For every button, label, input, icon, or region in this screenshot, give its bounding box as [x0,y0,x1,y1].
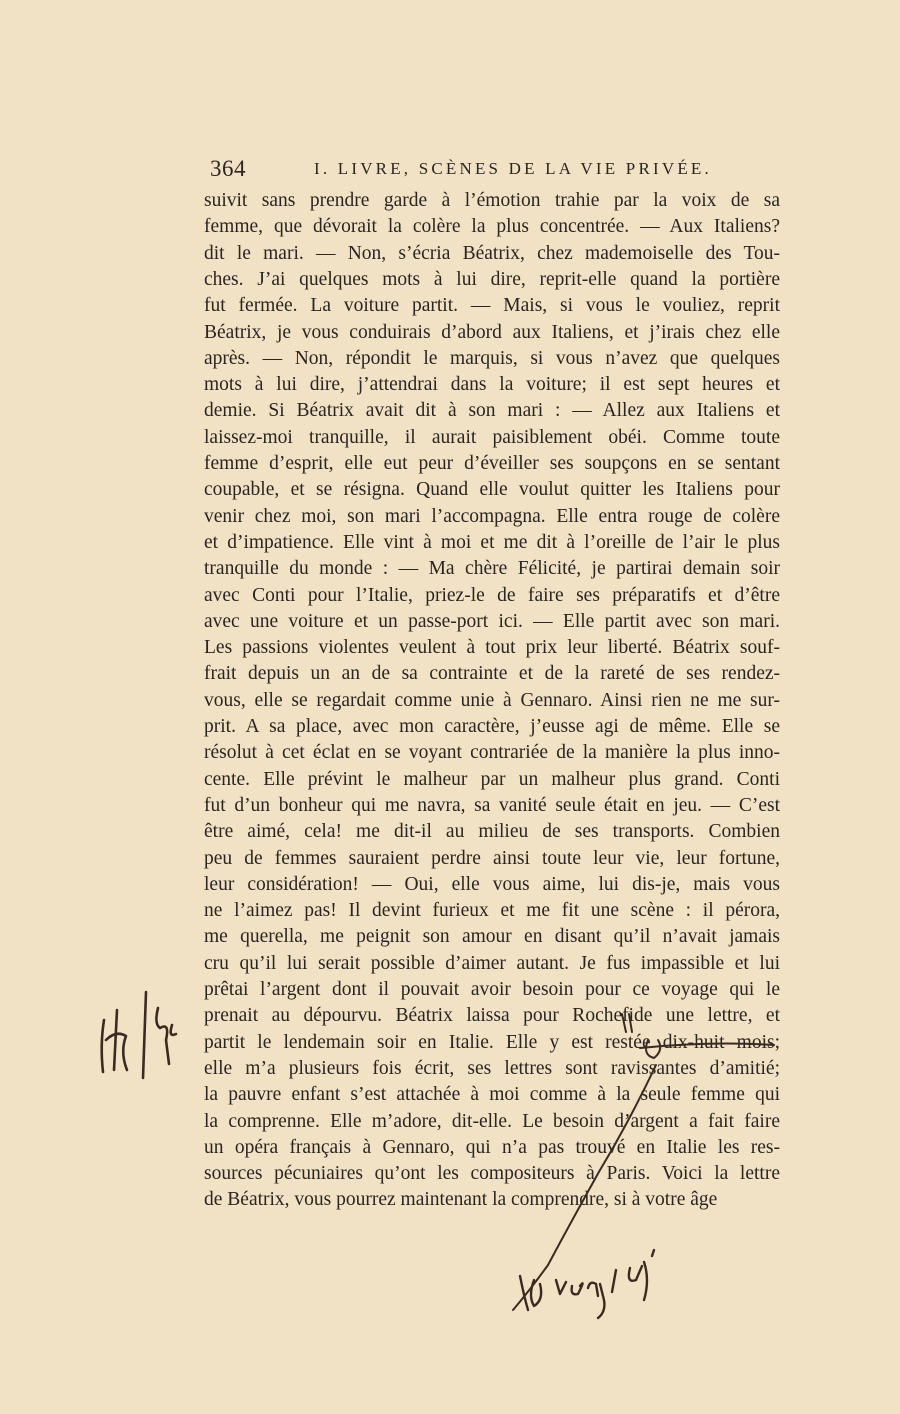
text-line: après. — Non, répondit le marquis, si vous n’avez que quelques [204,347,780,369]
text-line: demie. Si Béatrix avait dit à son mari : — Allez aux Italiens et [204,400,780,422]
text-line: la comprenne. Elle m’adore, dit-elle. Le besoin d’argent a fait faire [204,1110,780,1132]
text-line: et d’impatience. Elle vint à moi et me dit à l’oreille de l’air le plus [204,531,780,553]
margin-mark-icon [102,992,176,1078]
text-line: elle m’a plusieurs fois écrit, ses lettres sont ravissantes d’amitié; [204,1057,780,1079]
text-line: leur considération! — Oui, elle vous aime, lui dis-je, mais vous [204,873,780,895]
text-line: être aimé, cela! me dit-il au milieu de ses transports. Combien [204,821,780,843]
text-line: laissez-moi tranquille, il aurait paisiblement obéi. Comme toute [204,426,780,448]
text-line: femme d’esprit, elle eut peur d’éveiller ses soupçons en se sentant [204,453,780,474]
text-line: femme, que dévorait la colère la plus concentrée. — Aux Italiens? [204,216,780,238]
text-line: frait depuis un an de sa contrainte et de la rareté de ses rendez- [204,663,780,685]
text-line: avec une voiture et un passe-port ici. — Elle partit avec son mari. [204,610,780,632]
text-line: vous, elle se regardait comme unie à Gennaro. Ainsi rien ne me sur- [204,689,780,711]
page-header [204,154,784,184]
text-line: Béatrix, je vous conduirais d’abord aux Italiens, et j’irais chez elle [204,321,780,343]
text-line: avec Conti pour l’Italie, priez-le de faire ses préparatifs et d’être [204,584,780,606]
bottom-insertion-icon [520,1250,654,1318]
running-head: I. LIVRE, SCÈNES DE LA VIE PRIVÉE. [314,159,712,178]
text-line: fut d’un bonheur qui me navra, sa vanité seule était en jeu. — C’est [204,794,780,816]
text-line: coupable, et se résigna. Quand elle voulut quitter les Italiens pour [204,479,780,501]
text-line: Les passions violentes veulent à tout prix leur liberté. Béatrix souf- [204,637,780,659]
text-line: ches. J’ai quelques mots à lui dire, reprit-elle quand la portière [204,268,780,290]
text-line: sources pécuniaires qu’ont les compositeurs à Paris. Voici la lettre [204,1163,780,1185]
text-line: prenait au dépourvu. Béatrix laissa pour Rochefide une lettre, et [204,1005,780,1027]
text-line: prit. A sa place, avec mon caractère, j’eusse agi de même. Elle se [204,716,780,737]
text-line: venir chez moi, son mari l’accompagna. Elle entra rouge de colère [204,505,780,527]
text-line: suivit sans prendre garde à l’émotion trahie par la voix de sa [204,190,780,211]
text-line: cru qu’il lui serait possible d’aimer autant. Je fus impassible et lui [204,952,780,974]
text-line: prêtai l’argent dont il pouvait avoir besoin pour ce voyage qui le [204,979,780,1000]
text-line: mots à lui dire, j’attendrai dans la voiture; il est sept heures et [204,374,780,396]
text-line: la pauvre enfant s’est attachée à moi comme à la seule femme qui [204,1084,780,1106]
text-line: peu de femmes sauraient perdre ainsi toute leur vie, leur fortune, [204,847,780,869]
text-line: ne l’aimez pas! Il devint furieux et me fit une scène : il pérora, [204,900,780,922]
text-line: tranquille du monde : — Ma chère Félicité, je partirai demain soir [204,558,780,580]
text-line: cente. Elle prévint le malheur par un malheur plus grand. Conti [204,768,780,790]
text-line: résolut à cet éclat en se voyant contrariée de la manière la plus inno- [204,742,780,764]
text-line: fut fermée. La voiture partit. — Mais, si vous le vouliez, reprit [204,295,780,317]
text-line: un opéra français à Gennaro, qui n’a pas trouvé en Italie les res- [204,1136,780,1158]
text-line: de Béatrix, vous pourrez maintenant la comprendre, si à votre âge [204,1189,718,1211]
text-line: me querella, me peignit son amour en disant qu’il n’avait jamais [204,926,780,948]
text-line: partit le lendemain soir en Italie. Elle y est restée dix-huit mois; [204,1031,780,1053]
page-number: 364 [210,156,246,181]
text-line: dit le mari. — Non, s’écria Béatrix, chez mademoiselle des Tou- [204,242,780,264]
